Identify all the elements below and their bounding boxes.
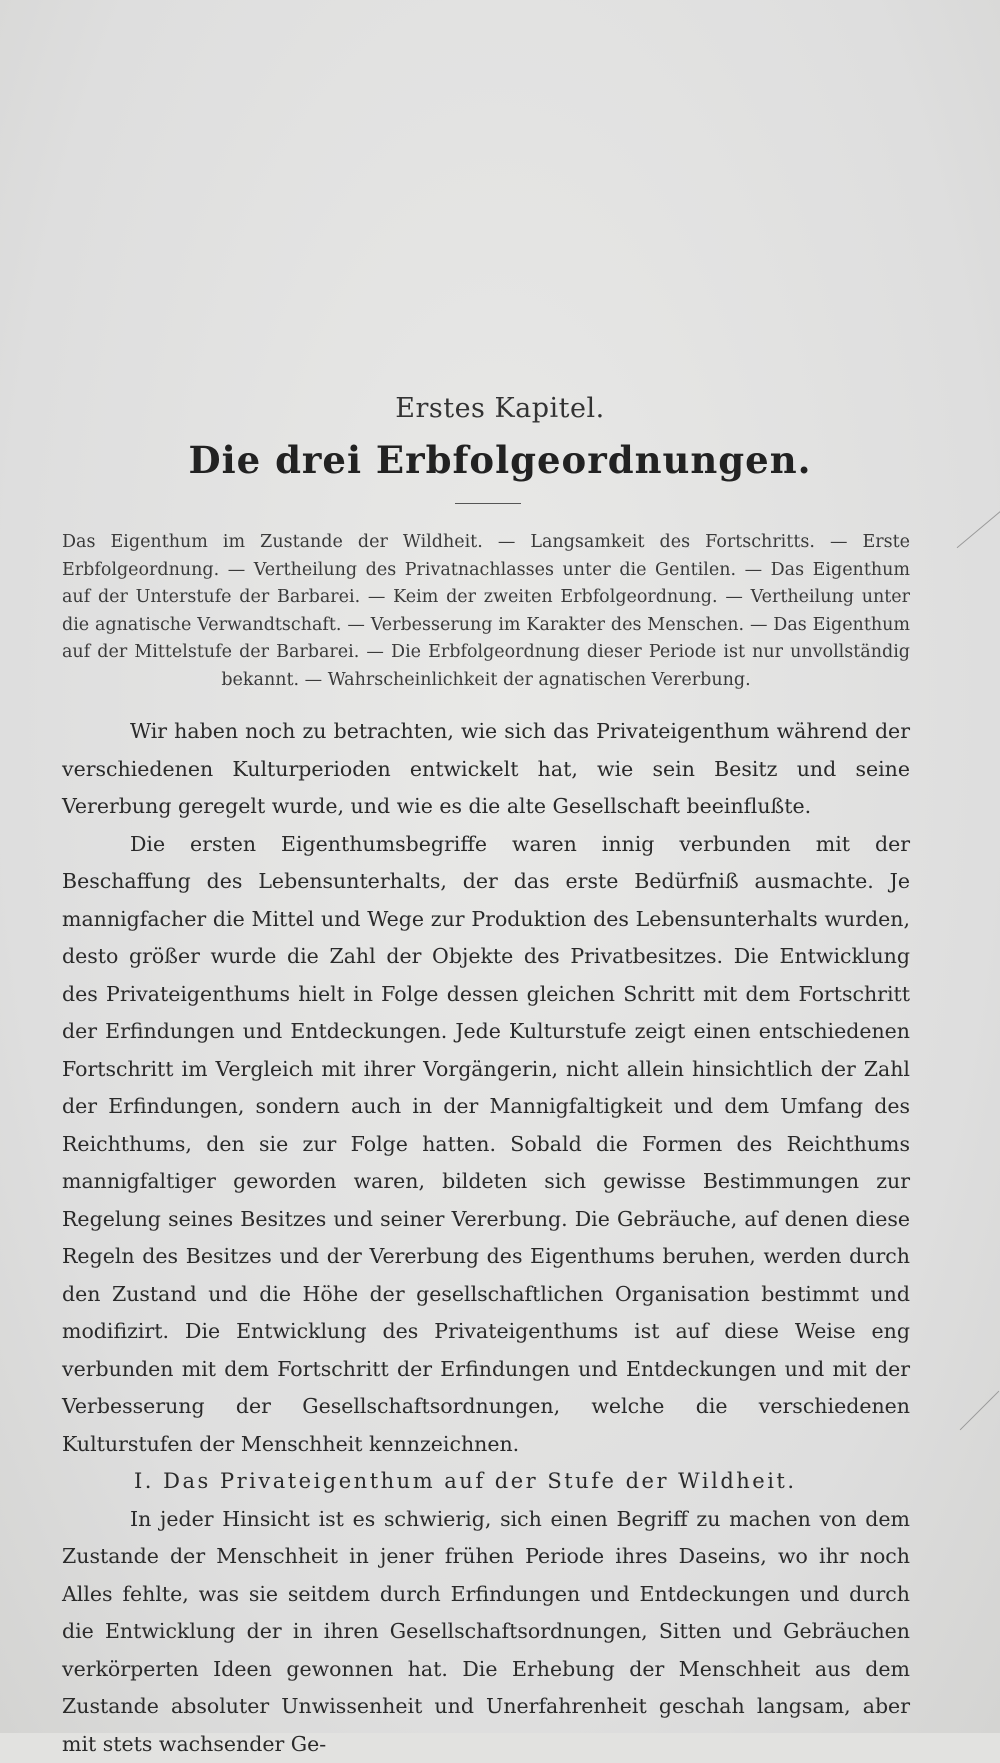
chapter-label: Erstes Kapitel.	[0, 393, 1000, 424]
chapter-summary: Das Eigenthum im Zustande der Wildheit. — Langsamkeit des Fortschritts. — Erste Erbfolgeordnung. — Vertheilung des Privatnachlasses unter die Gentilen. — Das Eigenthum auf der Unterstufe der Barbarei. — Keim der zweiten Erbfolgeordnung. — Vertheilung unter die agnatische Verwandtschaft. — Verbesserung im Karakter des Menschen. — Das Eigenthum auf der Mittelstufe der Barbarei. — Die Erbfolgeordnung dieser Periode ist nur unvollständig bekannt. — Wahrscheinlichkeit der agnatischen Vererbung.	[62, 529, 910, 694]
chapter-title: Die drei Erbfolgeordnungen.	[0, 438, 1000, 482]
scan-scratch-mark	[960, 1391, 1000, 1431]
body-paragraph-2: Die ersten Eigenthumsbegriffe waren innig verbunden mit der Beschaffung des Lebensunterhalts, der das erste Bedürfniß ausmachte. Je mannigfacher die Mittel und Wege zur Produktion des Lebensunterhalts wurden, desto größer wurde die Zahl der Objekte des Privatbesitzes. Die Entwicklung des Privateigenthums hielt in Folge dessen gleichen Schritt mit dem Fortschritt der Erfindungen und Entdeckungen. Jede Kulturstufe zeigt einen entschiedenen Fortschritt im Vergleich mit ihrer Vorgängerin, nicht allein hinsichtlich der Zahl der Erfindungen, sondern auch in der Mannigfaltigkeit und dem Umfang des Reichthums, den sie zur Folge hatten. Sobald die Formen des Reichthums mannigfaltiger geworden waren, bildeten sich gewisse Bestimmungen zur Regelung seines Besitzes und seiner Vererbung. Die Gebräuche, auf denen diese Regeln des Besitzes und der Vererbung des Eigenthums beruhen, werden durch den Zustand und die Höhe der gesellschaftlichen Organisation bestimmt und modifizirt. Die Entwicklung des Privateigenthums ist auf diese Weise eng verbunden mit dem Fortschritt der Erfindungen und Entdeckungen und mit der Verbesserung der Gesellschaftsordnungen, welche die verschiedenen Kulturstufen der Menschheit kennzeichnen.	[62, 826, 910, 1464]
chapter-body	[62, 713, 910, 1763]
title-divider	[455, 503, 521, 504]
scan-scratch-mark	[957, 509, 1000, 548]
section-heading: I. Das Privateigenthum auf der Stufe der Wildheit.	[62, 1463, 910, 1501]
body-paragraph-1: Wir haben noch zu betrachten, wie sich das Privateigenthum während der verschiedenen Kulturperioden entwickelt hat, wie sein Besitz und seine Vererbung geregelt wurde, und wie es die alte Gesellschaft beeinflußte.	[62, 713, 910, 826]
section-paragraph: In jeder Hinsicht ist es schwierig, sich einen Begriff zu machen von dem Zustande der Menschheit in jener frühen Periode ihres Daseins, wo ihr noch Alles fehlte, was sie seitdem durch Erfindungen und Entdeckungen und durch die Entwicklung der in ihren Gesellschaftsordnungen, Sitten und Gebräuchen verkörperten Ideen gewonnen hat. Die Erhebung der Menschheit aus dem Zustande absoluter Unwissenheit und Unerfahrenheit geschah langsam, aber mit stets wachsender Ge-	[62, 1501, 910, 1763]
